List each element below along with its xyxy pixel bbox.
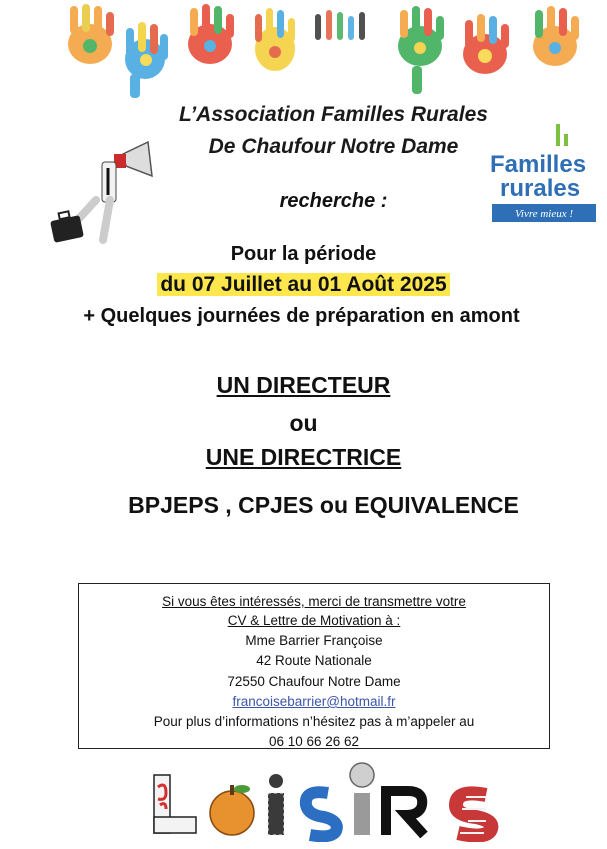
required-diplomas: BPJEPS , CPJES ou EQUIVALENCE	[128, 492, 519, 518]
period-label: Pour la période	[230, 243, 377, 265]
loisirs-banner	[150, 757, 500, 842]
painted-hands-illustration	[60, 4, 595, 102]
period-dates	[0, 273, 607, 297]
hand-print	[68, 4, 114, 64]
letter-l	[150, 757, 196, 833]
contact-documents: CV & Lettre de Motivation à :	[227, 613, 401, 628]
hand-print	[188, 4, 234, 64]
contact-more-info: Pour plus d’informations n’hésitez pas à m’appeler au	[153, 714, 475, 729]
contact-city: 72550 Chaufour Notre Dame	[227, 674, 401, 689]
hand-print	[255, 8, 295, 71]
association-location: De Chaufour Notre Dame	[208, 135, 459, 158]
contact-phone: 06 10 66 26 62	[268, 734, 360, 749]
hand-print	[315, 10, 365, 40]
hand-print	[125, 22, 168, 98]
contact-intro: Si vous êtes intéressés, merci de transmettre votre	[162, 594, 466, 609]
recherche-heading: recherche :	[279, 190, 388, 212]
hand-print	[533, 6, 579, 66]
contact-street: 42 Route Nationale	[256, 653, 372, 668]
familles-rurales-logo	[488, 124, 600, 224]
logo-line1: Familles	[490, 151, 587, 178]
hand-print	[398, 6, 444, 94]
contact-box	[78, 583, 550, 749]
association-name: L’Association Familles Rurales	[179, 103, 488, 126]
contact-name: Mme Barrier Françoise	[245, 633, 383, 648]
hand-print	[463, 14, 509, 74]
highlighted-dates: du 07 Juillet au 01 Août 2025	[157, 273, 449, 296]
position-or: ou	[289, 410, 318, 436]
logo-line2: rurales	[500, 175, 581, 202]
logo-tagline: Vivre mieux !	[514, 208, 574, 220]
position-directeur: UN DIRECTEUR	[216, 372, 391, 398]
preparation-note: + Quelques journées de préparation en amont	[83, 305, 520, 327]
contact-email-link[interactable]: francoisebarrier@hotmail.fr	[232, 694, 396, 709]
position-directrice: UNE DIRECTRICE	[205, 444, 402, 470]
